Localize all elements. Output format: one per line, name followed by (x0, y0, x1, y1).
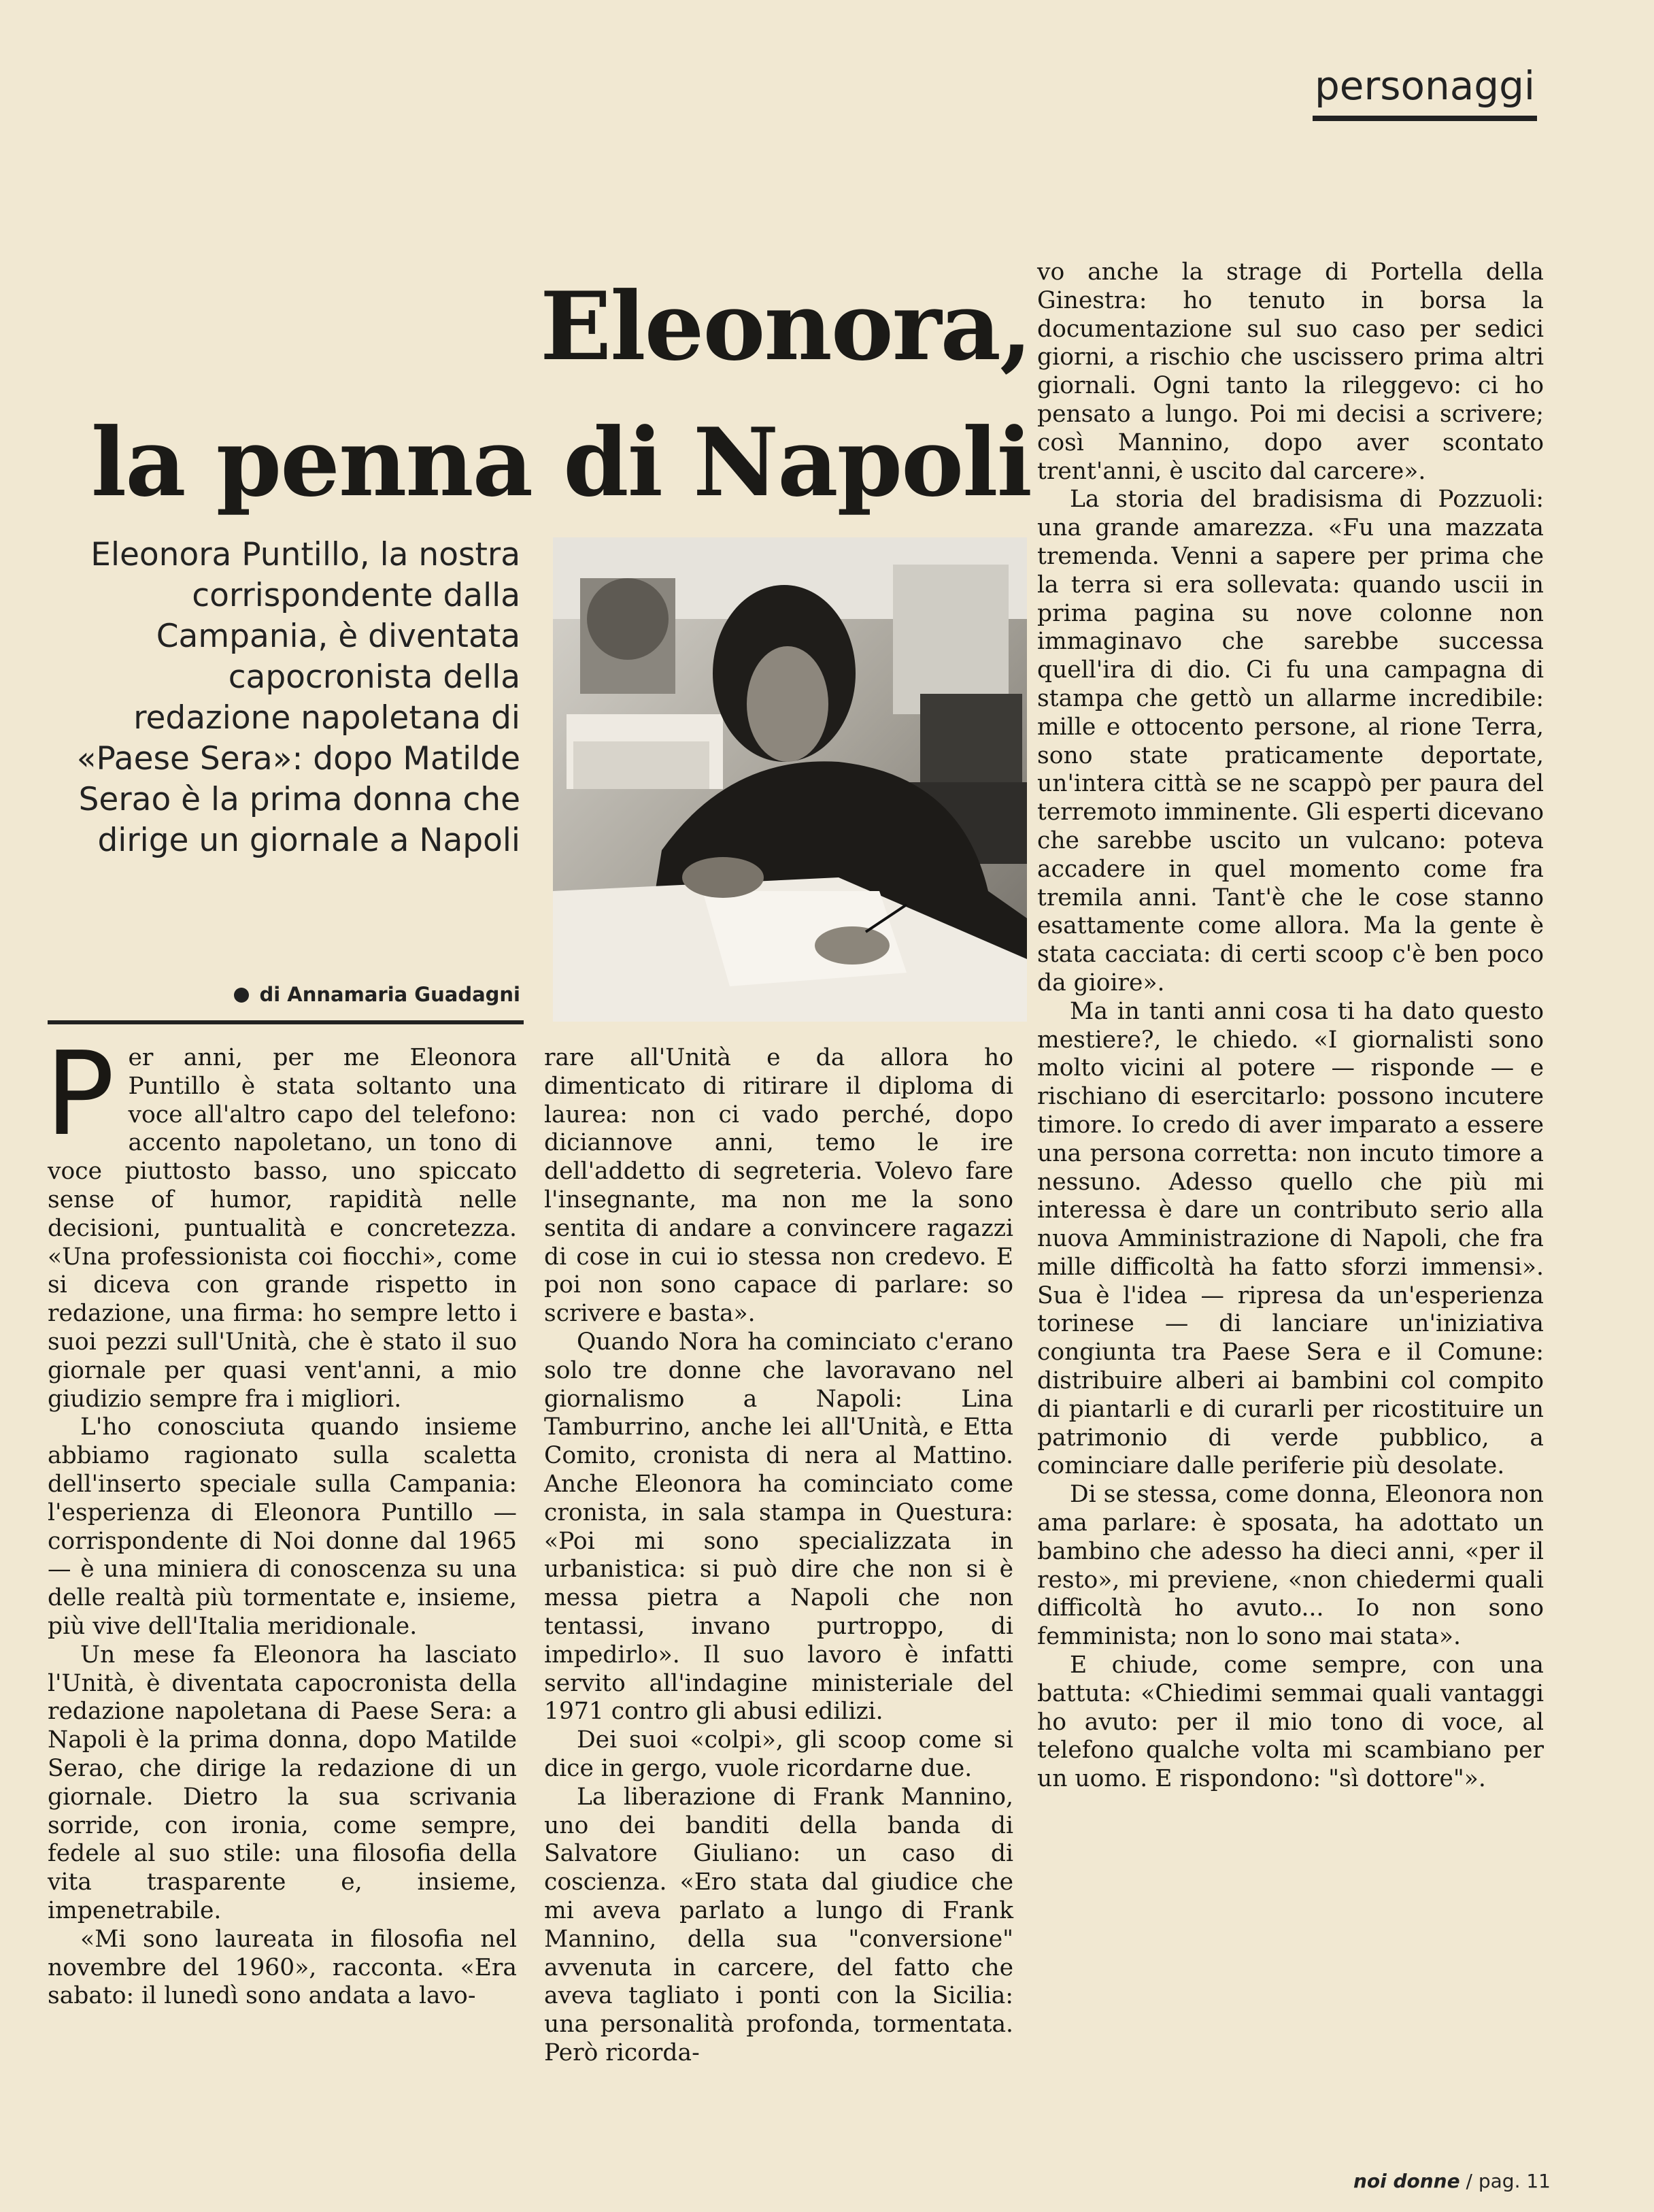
paragraph: La storia del bradisisma di Pozzuoli: una grande amarezza. «Fu una mazzata tremenda. Venni a sapere per prima che la terra si era sollevata: quando uscii in prima pagina su nove colonne non immaginavo che sarebbe successa quell'ira di dio. Ci fu una campagna di stampa che gettò un allarme incredibile: mille e ottocento persone, al rione Terra, sono state praticamente deportate, un'intera città se ne scappò per paura del terremoto imminente. Gli esperti dicevano che sarebbe uscito un vulcano: poteva accadere in quel momento come fra tremila anni. Tant'è che le cose stanno esattamente come allora. Ma la gente è stata cacciata: di certi scoop c'è ben poco da gioire». (1037, 486, 1544, 996)
headline-line-2: la penna di Napoli (90, 407, 1031, 518)
body-column-1 (45, 1027, 517, 2011)
paragraph: rare all'Unità e da allora ho dimenticato di ritirare il diploma di laurea: non ci vado perché, dopo diciannove anni, temo le ire dell'addetto di segreteria. Volevo fare l'insegnante, ma non me la sono sentita di andare a convincere ragazzi di cose in cui io stessa non credevo. E poi non sono capace di parlare: so scrivere e basta». (544, 1044, 1013, 1328)
portrait-photo-illustration (553, 537, 1027, 1022)
bullet-icon (234, 988, 249, 1003)
paragraph: Quando Nora ha cominciato c'erano solo tre donne che lavoravano nel giornalismo a Napoli: Lina Tamburrino, anche lei all'Unità, e Etta Comito, cronista di nera al Mattino. Anche Eleonora ha cominciato come cronista, in sala stampa in Questura: «Poi mi sono specializzata in urbanistica: si può dire che non si è messa pietra a Napoli che non tentassi, invano purtroppo, di impedirlo». Il suo lavoro è infatti servito all'indagine ministeriale del 1971 contro gli abusi edilizi. (544, 1328, 1013, 1726)
byline (204, 983, 520, 1006)
paragraph: Ma in tanti anni cosa ti ha dato questo mestiere?, le chiedo. «I giornalisti sono molto vicini al potere — risponde — e rischiano di esercitarlo: possono incutere timore. Io credo di aver imparato a essere una persona corretta: non incuto timore a nessuno. Adesso quello che più mi interessa è dare un contributo serio alla nuova Amministrazione di Napoli, che fra mille difficoltà ha fatto sforzi immensi». Sua è l'idea — ripresa da un'esperienza torinese — di lanciare un'iniziativa congiunta tra Paese Sera e il Comune: distribuire alberi ai bambini col compito di piantarli e di curarli per ricostituire un patrimonio di verde pubblico, a cominciare dalle periferie più desolate. (1037, 997, 1544, 1480)
paragraph: vo anche la strage di Portella della Ginestra: ho tenuto in borsa la documentazione sul suo caso per sedici giorni, a rischio che uscissero prima altri giornali. Ogni tanto la rileggevo: ci ho pensato a lungo. Poi mi decisi a scrivere; così Mannino, dopo aver scontato trent'anni, è uscito dal carcere». (1037, 258, 1544, 485)
section-rule (1313, 116, 1537, 121)
paragraph (45, 1027, 517, 1413)
body-column-3 (1037, 258, 1544, 1794)
article-deck: Eleonora Puntillo, la nostra corrispondente dalla Campania, è diventata capocronista della redazione napoletana di «Paese Sera»: dopo Matilde Serao è la prima donna che dirige un giornale a Napoli (76, 536, 520, 859)
byline-rule (48, 1020, 524, 1024)
body-column-2 (544, 1044, 1013, 2068)
paragraph: Di se stessa, come donna, Eleonora non ama parlare: è sposata, ha adottato un bambino che adesso ha dieci anni, «per il resto», mi previene, «non chiedermi quali difficoltà ho avuto... Io non sono femminista; non lo sono mai stata». (1037, 1481, 1544, 1651)
paragraph: «Mi sono laureata in filosofia nel novembre del 1960», racconta. «Era sabato: il lunedì sono andata a lavo- (48, 1925, 517, 2010)
magazine-brand: noi donne (1353, 2170, 1460, 2192)
paragraph: L'ho conosciuta quando insieme abbiamo ragionato sulla scaletta dell'inserto speciale sulla Campania: l'esperienza di Eleonora Puntillo — corrispondente di Noi donne dal 1965 — è una miniera di conoscenza su una delle realtà più tormentate e, insieme, più vive dell'Italia meridionale. (48, 1413, 517, 1640)
article-headline (45, 258, 1031, 531)
paragraph: Un mese fa Eleonora ha lasciato l'Unità, è diventata capocronista della redazione napoletana di Paese Sera: a Napoli è la prima donna, dopo Matilde Serao, che dirige la redazione di un giornale. Dietro la sua scrivania sorride, con ironia, come sempre, fedele al suo stile: una filosofia della vita trasparente e, insieme, impenetrabile. (48, 1641, 517, 1924)
section-label: personaggi (1314, 63, 1536, 109)
byline-text: di Annamaria Guadagni (259, 983, 520, 1006)
paragraph: E chiude, come sempre, con una battuta: «Chiedimi semmai quali vantaggi ho avuto: per il mio tono di voce, al telefono qualche volta mi scambiano per un uomo. E rispondono: "sì dottore"». (1037, 1652, 1544, 1793)
paragraph: Dei suoi «colpi», gli scoop come si dice in gergo, vuole ricordarne due. (544, 1726, 1013, 1782)
portrait-photo (553, 537, 1027, 1022)
headline-line-1: Eleonora, (540, 271, 1031, 382)
paragraph: La liberazione di Frank Mannino, uno dei banditi della banda di Salvatore Giuliano: un caso di coscienza. «Ero stata dal giudice che mi aveva parlato a lungo di Frank Mannino, della sua "conversione" avvenuta in carcere, del fatto che aveva tagliato i ponti con la Sicilia: una personalità profonda, tormentata. Però ricorda- (544, 1783, 1013, 2066)
paragraph-text: er anni, per me Eleonora Puntillo è stata soltanto una voce all'altro capo del telefono: accento napoletano, un tono di voce piuttosto basso, uno spiccato sense of humor, rapidità nelle decisioni, puntualità e concretezza. «Una professionista coi fiocchi», come si diceva con grande rispetto in redazione, una firma: ho sempre letto i suoi pezzi sull'Unità, che è stato il suo giornale per quasi vent'anni, a mio giudizio sempre fra i migliori. (48, 1044, 517, 1413)
footer-separator: / (1466, 2170, 1472, 2192)
page-number: pag. 11 (1478, 2170, 1551, 2192)
page-footer (1333, 2170, 1551, 2192)
drop-cap: P (45, 1027, 115, 1162)
